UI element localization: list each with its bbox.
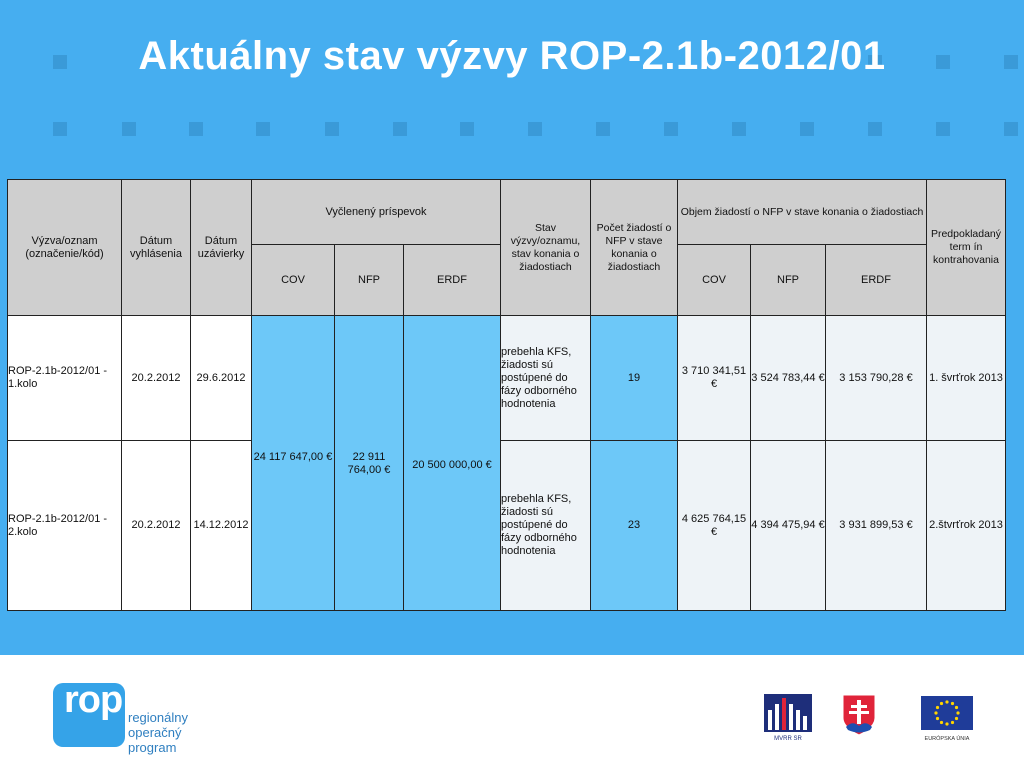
- row2-termin: 2.štvrťrok 2013: [926, 440, 1006, 611]
- row1-termin: 1. švrťrok 2013: [926, 315, 1006, 441]
- header-cov: COV: [251, 244, 335, 316]
- row1-datum-vyhlasenia: 20.2.2012: [121, 315, 191, 441]
- decor-square: [528, 122, 542, 136]
- rop-line1: regionálny: [128, 710, 188, 725]
- rop-logo-text: [128, 710, 188, 755]
- decor-square: [122, 122, 136, 136]
- decor-square: [732, 122, 746, 136]
- rop-line3: program: [128, 740, 177, 755]
- rop-line2: operačný: [128, 725, 182, 740]
- row1-objem-nfp: 3 524 783,44 €: [750, 315, 826, 441]
- row2-vyzva: ROP-2.1b-2012/01 - 2.kolo: [7, 440, 122, 611]
- header-datum-vyhlasenia: Dátum vyhlásenia: [121, 179, 191, 316]
- coat-of-arms-logo: [842, 694, 876, 736]
- decor-square: [868, 122, 882, 136]
- row1-objem-cov: 3 710 341,51 €: [677, 315, 751, 441]
- row1-vyzva: ROP-2.1b-2012/01 - 1.kolo: [7, 315, 122, 441]
- shared-erdf: 20 500 000,00 €: [403, 315, 501, 611]
- row1-objem-erdf: 3 153 790,28 €: [825, 315, 927, 441]
- decor-square: [325, 122, 339, 136]
- header-objem-erdf: ERDF: [825, 244, 927, 316]
- row2-stav: prebehla KFS, žiadosti sú postúpené do fázy odborného hodnotenia: [500, 440, 591, 611]
- header-nfp: NFP: [334, 244, 404, 316]
- mvrr-logo: [764, 694, 812, 742]
- row2-pocet: 23: [590, 440, 678, 611]
- rop-logo-word: rop: [64, 679, 123, 721]
- row2-objem-erdf: 3 931 899,53 €: [825, 440, 927, 611]
- header-stav: Stav výzvy/oznamu, stav konania o žiadostiach: [500, 179, 591, 316]
- decor-square: [800, 122, 814, 136]
- decor-square: [596, 122, 610, 136]
- header-datum-uzavierky: Dátum uzávierky: [190, 179, 252, 316]
- shared-cov: 24 117 647,00 €: [251, 315, 335, 611]
- decor-square: [936, 122, 950, 136]
- slide-title: Aktuálny stav výzvy ROP-2.1b-2012/01: [138, 34, 886, 78]
- row1-datum-uzavierky: 29.6.2012: [190, 315, 252, 441]
- eu-flag-logo: [921, 696, 973, 742]
- decor-square: [393, 122, 407, 136]
- row1-pocet: 19: [590, 315, 678, 441]
- header-objem-nfp: NFP: [750, 244, 826, 316]
- decor-square: [1004, 122, 1018, 136]
- decor-square: [460, 122, 474, 136]
- row2-objem-nfp: 4 394 475,94 €: [750, 440, 826, 611]
- header-termin: Predpokladaný term ín kontrahovania: [926, 179, 1006, 316]
- header-pocet: Počet žiadostí o NFP v stave konania o žiadostiach: [590, 179, 678, 316]
- decor-square: [664, 122, 678, 136]
- eu-label: EURÓPSKA ÚNIA: [924, 736, 970, 742]
- header-objem: Objem žiadostí o NFP v stave konania o žiadostiach: [677, 179, 927, 245]
- header-vyzva: Výzva/oznam (označenie/kód): [7, 179, 122, 316]
- row2-datum-vyhlasenia: 20.2.2012: [121, 440, 191, 611]
- decor-square: [189, 122, 203, 136]
- row2-datum-uzavierky: 14.12.2012: [190, 440, 252, 611]
- header-erdf: ERDF: [403, 244, 501, 316]
- mvrr-label: MVRR SR: [774, 736, 802, 742]
- shared-nfp: 22 911 764,00 €: [334, 315, 404, 611]
- row1-stav: prebehla KFS, žiadosti sú postúpené do fázy odborného hodnotenia: [500, 315, 591, 441]
- header-objem-cov: COV: [677, 244, 751, 316]
- row2-objem-cov: 4 625 764,15 €: [677, 440, 751, 611]
- decor-square: [256, 122, 270, 136]
- header-vycleneny: Vyčlenený príspevok: [251, 179, 501, 245]
- decor-square: [53, 122, 67, 136]
